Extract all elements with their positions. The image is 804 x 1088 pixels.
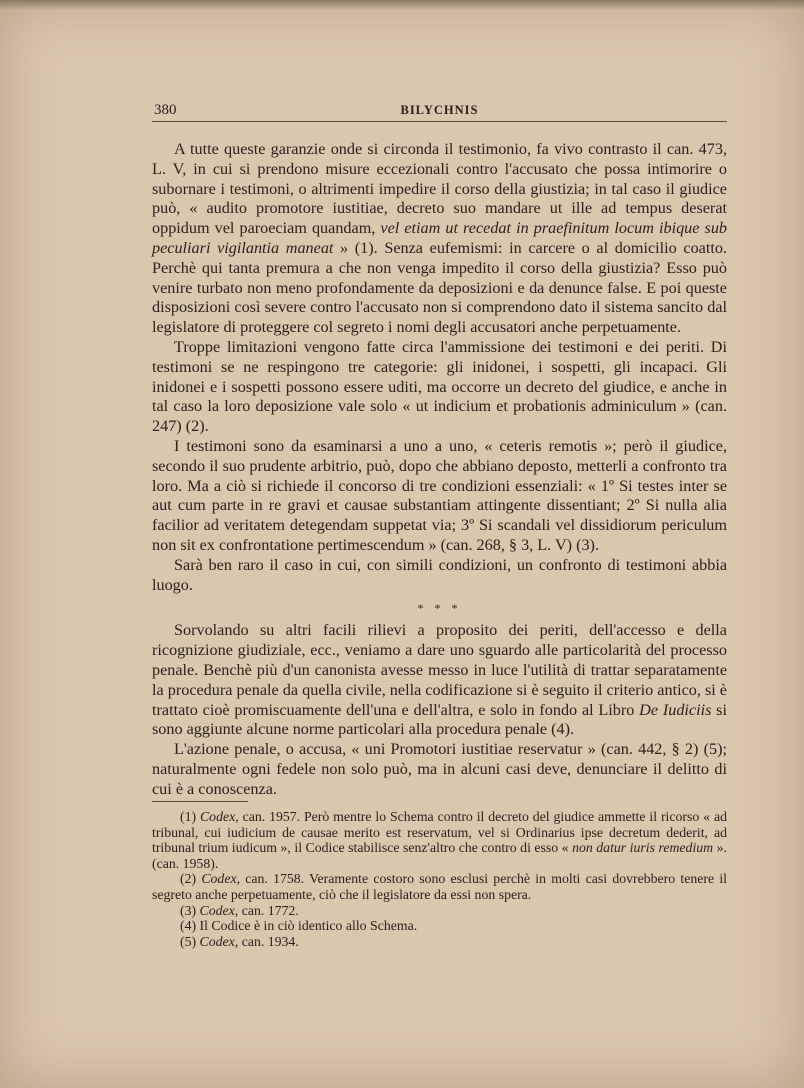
paragraph-5-text-b: si sono aggiunte alcune norme particolari alla procedura penale (4). bbox=[152, 700, 727, 739]
footnote-5-italic-codex: Codex bbox=[199, 933, 235, 949]
footnote-4: (4) Il Codice è in ciò identico allo Schema. bbox=[180, 918, 418, 934]
footnote-1-italic-quote: non datur iuris remedium bbox=[572, 840, 714, 856]
paragraph-1-italic-quote: vel etiam ut recedat in praefinitum locum ibique sub peculiari vigilantia maneat bbox=[152, 219, 728, 257]
paragraph-6: L'azione penale, o accusa, « uni Promotori iustitiae reservatur » (can. 442, § 2) (5); naturalmente ogni fedele non solo può, ma in alcuni casi deve, denunciare il delitto di cui è a conoscenza. bbox=[152, 740, 727, 798]
paragraph-1-text-a: A tutte queste garanzie onde si circonda il testimonio, fa vivo contrasto il can. 473, L. V, in cui si prendono misure eccezionali contro l'accusato che possa intimorire o subornare i testimoni, o altrimenti impedire il corso della giustizia; in tal caso il giudice può, « audito promotore iustitiae, decreto suo mandare ut ille ad tempus deserat oppidum vel paroeciam quandam, bbox=[152, 140, 727, 238]
paragraph-2: Troppe limitazioni vengono fatte circa l'ammissione dei testimoni e dei periti. Di testimoni se ne respingono tre categorie: gli inidonei, i sospetti, gli incapaci. Gli inidonei e i sospetti possono essere uditi, ma occorre un decreto del giudice, e anche in tal caso la loro deposizione vale solo « ut indicium et probationis adminiculum » (can. 247) (2). bbox=[152, 337, 727, 436]
footnote-2-marker: (2) bbox=[180, 871, 202, 887]
paragraph-1-text-b: » (1). Senza eufemismi: in carcere o al domicilio coatto. Perchè qui tanta premura a che non venga impedito il corso della giustizia? Esso può venire turbato non meno profondamente da deposizioni e da denunce false. E poi queste disposizioni così severe contro l'accusato non si comprendono dato il sistema sancito dal legislatore di proteggere col segreto i nomi degli accusatori anche perpetuamente. bbox=[152, 238, 727, 337]
paragraph-5-italic-title: De Iudiciis bbox=[639, 700, 712, 719]
footnote-3-italic-codex: Codex bbox=[199, 902, 235, 918]
footnotes bbox=[152, 809, 727, 949]
footnote-3-text: , can. 1772. bbox=[234, 902, 299, 918]
page-header bbox=[152, 100, 727, 124]
footnote-1-marker: (1) bbox=[180, 809, 200, 824]
footnote-1-text-a: , can. 1957. Però mentre lo Schema contro il decreto del giudice ammette il ricorso « ad tribunal, cui iudicium de causae merito est reservatum, vel si Ordinarius ipse decretum dederit, ad tribunal trium iudicum », il Codice stabilisce senz'altro che contro di esso « bbox=[152, 809, 727, 856]
page-top-edge bbox=[0, 0, 804, 10]
paragraph-4: Sarà ben raro il caso in cui, con simili condizioni, un confronto di testimoni abbia luogo. bbox=[152, 555, 727, 594]
footnote-5-text: , can. 1934. bbox=[234, 933, 299, 949]
paragraph-5-text-a: Sorvolando su altri facili rilievi a proposito dei periti, dell'accesso e della ricognizione giudiziale, ecc., veniamo a dare uno sguardo alle particolarità del processo penale. Benchè più d'un canonista avesse messo in luce l'utilità di trattar separatamente la procedura penale da quella civile, nella codificazione si è seguito il criterio antico, si è trattato cioè promiscuamente dell'una e dell'altra, e solo in fondo al Libro bbox=[152, 621, 727, 719]
footnote-3 bbox=[152, 903, 727, 919]
footnote-2 bbox=[152, 871, 727, 902]
footnote-1 bbox=[152, 809, 727, 871]
footnote-1-italic-codex: Codex bbox=[199, 809, 236, 824]
header-rule bbox=[152, 121, 727, 122]
footnote-2-italic-codex: Codex bbox=[201, 871, 237, 887]
section-separator: * * * bbox=[417, 601, 462, 616]
paragraph-3: I testimoni sono da esaminarsi a uno a uno, « ceteris remotis »; però il giudice, secondo il suo prudente arbitrio, può, dopo che abbiano deposto, metterli a confronto tra loro. Ma a ciò si richiede il concorso di tre condizioni essenziali: « 1º Si testes inter se aut cum parte in re gravi et causae substantiam attingente dissentiant; 2º Si nulla alia facilior ad veritatem detegendam suppetat via; 3º Si scandali vel dissidiorum periculum non sit ex confrontatione pertimescendum » (can. 268, § 3, L. V) (3). bbox=[152, 436, 727, 554]
paragraph-1 bbox=[152, 140, 727, 338]
footnote-2-text: , can. 1758. Veramente costoro sono esclusi perchè in molti casi dovrebbero tenere il segreto anche perpetuamente, ciò che il legislatore da essi non spera. bbox=[152, 871, 727, 902]
footnote-1-text-b: ». (can. 1958). bbox=[152, 840, 728, 871]
footnote-5 bbox=[152, 934, 727, 950]
running-title: BILYCHNIS bbox=[400, 103, 479, 117]
page-number: 380 bbox=[154, 102, 177, 118]
footnote-rule bbox=[152, 801, 248, 802]
body-text bbox=[152, 140, 727, 800]
footnote-5-marker: (5) bbox=[180, 933, 200, 949]
footnote-3-marker: (3) bbox=[180, 902, 200, 918]
paragraph-5 bbox=[152, 621, 727, 740]
